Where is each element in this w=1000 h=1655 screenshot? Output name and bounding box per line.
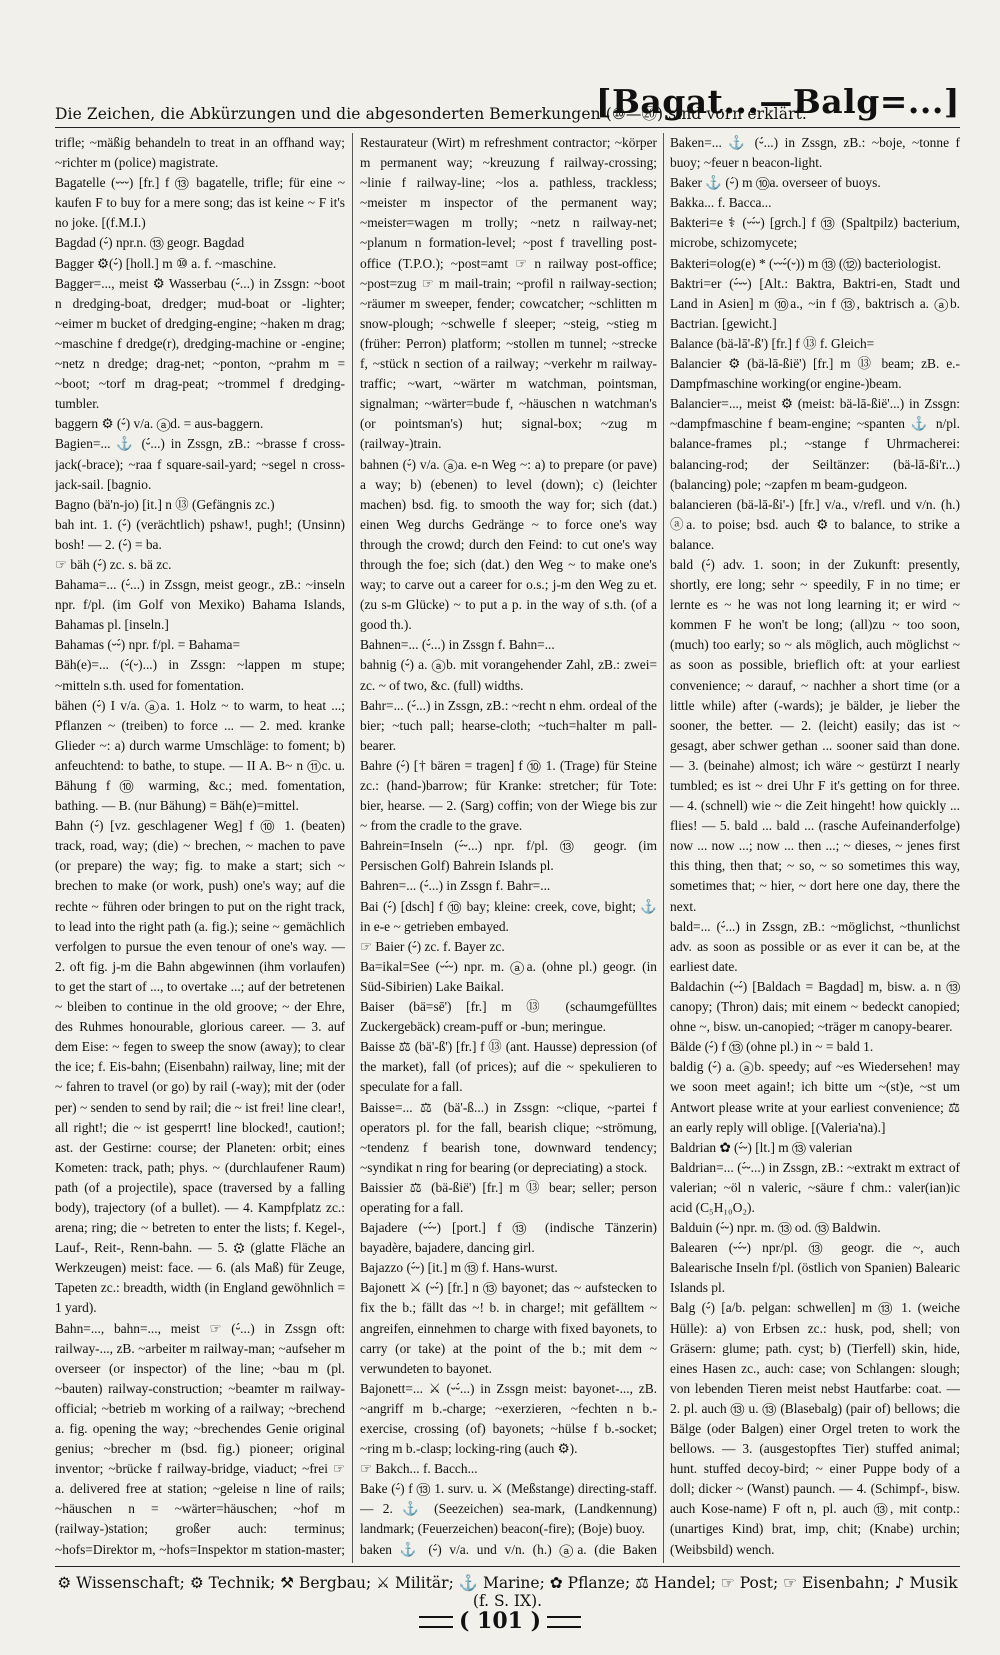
- dictionary-entry: [670, 1560, 960, 1563]
- dictionary-entry: Bai (⏑́) [dsch] f ⑩ bay; kleine: creek, cove, bight; ⚓ in e-e ~ getrieben embayed.: [360, 898, 657, 934]
- dictionary-entry: ☞ Baier (⏑́) zc. f. Bayer zc.: [360, 938, 505, 954]
- column-divider: [663, 133, 664, 1563]
- dictionary-entry: Baissier ⚖ (bä-ßië') [fr.] m ⑬ bear; seller; person operating for a fall.: [360, 1179, 657, 1215]
- dictionary-entry: Balearen (⏑⏑́⏑) npr/pl. ⑬ geogr. die ~, auch Balearische Inseln f/pl. (östlich von Spanien) Balearic Islands pl.: [670, 1240, 960, 1296]
- dictionary-entry: Bahren=... (⏑́...) in Zssgn f. Bahr=...: [360, 878, 551, 894]
- dictionary-entry: Bakteri=olog(e) * (⏑⏑⏑́(⏑)) m ⑬ (⑫) bacteriologist.: [670, 255, 941, 271]
- dictionary-entry: Bagger=..., meist ⚙ Wasserbau (⏑́...) in Zssgn: ~boot n dredging-boat, dredger; mud-boat or -lighter; ~eimer m bucket of dredging-engine; ~haken m drag; ~maschine f dredge(r), dredging-machine or -engine; ~netz n dredge; drag-net; ~ponton, ~prahm m = ~boot; ~torf m drag-peat; ~trommel f dredging-tumbler.: [55, 275, 345, 412]
- dictionary-entry: Bagno (bä'n-jo) [it.] n ⑬ (Gefängnis zc.): [55, 496, 275, 512]
- dictionary-entry: baken ⚓ (⏑́) v/a. und v/n. (h.) ⓐa. (die Baken: [360, 1541, 657, 1557]
- dictionary-entry: Bakteri=e ⚕ (⏑⏑́⏑) [grch.] f ⑬ (Spaltpilz) bacterium, microbe, schizomycete;: [670, 215, 960, 251]
- dictionary-entry: Balancier=..., meist ⚙ (meist: bä-lā-ßië'...) in Zssgn: ~dampfmaschine f beam-engine; ~spanten ⚓ n/pl. balance-frames pl.; ~stange f Uhrmacherei: balancing-rod; der Seiltänzer: (bä-lā-ßi'r...) (balancing) pole; ~zapfen m beam-gudgeon.: [670, 396, 960, 492]
- page-number-block: [0, 1608, 1000, 1634]
- dictionary-entry: Bahnen=... (⏑́...) in Zssgn f. Bahn=...: [360, 637, 555, 653]
- dictionary-entry: Balg (⏑́) [a/b. pelgan: schwellen] m ⑬ 1. (weiche Hülle): a) von Erbsen zc.: husk, pod, shell; von Gräsern: glume; path. cyst; b) (Tierfell) skin, hide, eines Hasen zc., auch: case; von Schlangen: slough; von lebenden Tieren meist nebst Hautfarbe: coat. — 2. pl. auch ⑬ u. ⑬ (Blasebalg) (pair of) bellows; die Bälge (oder Balgen) einer Orgel treten to work the bellows. — 3. (ausgestopftes Tier) stuffed animal; hunt. stuffed decoy-bird; ~ einer Puppe body of a doll; dicker ~ (Wanst) paunch. — 4. (Schimpf-, bisw. auch Kose-name) F oft n, pl. auch ⑬, mit contp.: (unartiges Kind) brat, imp, chit; (Knabe) urchin; (Weibsbild) wench.: [670, 1300, 960, 1557]
- dictionary-entry: Baldrian ✿ (⏑́⏑) [lt.] m ⑬ valerian: [670, 1139, 853, 1155]
- dictionary-entry: bahnen (⏑́) v/a. ⓐa. e-n Weg ~: a) to prepare (or pave) a way; b) (ebenen) to level (down); c) (leichter machen) bsd. fig. to smooth the way for; sich (dat.) einen Weg durchs Gedränge ~ to force one's way through the crowd; durch den Feind: to cut one's way through the foe; sich (dat.) den Weg ~ to make one's way; to carve out a career for o.s.; j-m den Weg zu et. (zu s-m Glücke) ~ to put a p. in the way of s.th. (of a good th.).: [360, 456, 657, 633]
- dictionary-entry: Bajonett ⚔ (⏑⏑́) [fr.] n ⑬ bayonet; das ~ aufstecken to fix the b.; fällt das ~! b. in charge!; mit gefälltem ~ angreifen, einnehmen to charge with fixed bayonets, to carry (or take) at the point of the b.; mit dem ~ verwundeten to bayonet.: [360, 1280, 657, 1376]
- dictionary-entry: Restaurateur (Wirt) m refreshment contractor; ~körper m permanent way; ~kreuzung f railway-crossing; ~linie f railway-line; ~los a. pathless, trackless; ~meister m inspector of the permanent way; ~meister=wagen m trolly; ~netz n railway-net; ~planum n formation-level; ~post f travelling post-office (T.P.O.); ~post=amt ☞ n railway post-office; ~post=zug ☞ m mail-train; ~profil n railway-section; ~räumer m sweeper, fender; cowcatcher; ~schlitten m snow-plough; ~schwelle f sleeper; ~steig, ~stieg m (früher: Perron) platform; ~stollen m tunnel; ~strecke f, ~stück n section of a railway; ~verkehr m railway-traffic; ~wart, ~wärter m watchman, pointsman, signalman; ~wärter=bude f, ~häuschen n watchman's (or pointsman's) hut; signal-box; ~zug m (railway-)train.: [360, 135, 657, 452]
- dictionary-entry: Bagdad (⏑́) npr.n. ⑬ geogr. Bagdad: [55, 235, 245, 251]
- column-divider: [352, 133, 353, 1563]
- dictionary-entry: Bake (⏑́) f ⑬ 1. surv. u. ⚔ (Meßstange) directing-staff. — 2. ⚓ (Seezeichen) sea-mark, (Landkennung) landmark; (Feuerzeichen) beacon(-fire); (Boje) buoy.: [360, 1481, 657, 1537]
- dictionary-entry: Baldrian=... (⏑́⏑...) in Zssgn, zB.: ~extrakt m extract of valerian; ~öl n valeric, ~säure f chm.: valer(ian)ic acid (C₅H₁₀O₂).: [670, 1159, 960, 1215]
- dictionary-entry: Bäh(e)=... (⏑́(⏑)...) in Zssgn: ~lappen m stupe; ~mitteln s.th. used for fomentation.: [55, 657, 345, 693]
- dictionary-entry: Baiser (bä=sē') [fr.] m ⑬ (schaumgefülltes Zuckergebäck) cream-puff or -bun; meringue.: [360, 999, 657, 1035]
- ornament-left: [419, 1616, 453, 1628]
- guide-words: [Bagat...—Balg=...]: [595, 82, 960, 121]
- page-number: ( 101 ): [458, 1608, 542, 1634]
- dictionary-entry: trifle; ~mäßig behandeln to treat in an offhand way; ~richter m (police) magistrate.: [55, 135, 345, 171]
- dictionary-entry: bald=... (⏑́...) in Zssgn, zB.: ~möglichst, ~thunlichst adv. as soon as possible or as ever it can be, at the earliest date.: [670, 918, 960, 974]
- dictionary-entry: Baken=... ⚓ (⏑́...) in Zssgn, zB.: ~boje, ~tonne f buoy; ~feuer n beacon-light.: [670, 135, 960, 171]
- dictionary-entry: Bagatelle (⏑⏑⏑) [fr.] f ⑬ bagatelle, trifle; für eine ~ kaufen F to buy for a mere song; das ist keine ~ F it's no joke. [(f.M.I.): [55, 175, 345, 231]
- dictionary-entry: Bahn=..., bahn=..., meist ☞ (⏑́...) in Zssgn oft: railway-..., zB. ~arbeiter m railway-man; ~aufseher m overseer (or inspector) of the line; ~bau m (pl. ~bauten) railway-construction; ~beamter m railway-official; ~betrieb m working of a railway; ~brechend a. fig. opening the way; ~brechendes Genie original genius; ~brecher m (bsd. fig.) pioneer; original inventor; ~brücke f railway-bridge, viaduct; ~frei ☞ a. delivered free at station; ~geleise n line of rails; ~häuschen n = ~wärter=häuschen; ~hof m (railway-)station; großer auch: terminus; ~hofs=Direktor m, ~hofs=Inspektor m station-master;: [55, 1320, 345, 1557]
- dictionary-entry: Baker ⚓ (⏑́) m ⑩a. overseer of buoys.: [670, 175, 881, 191]
- dictionary-entry: Baldachin (⏑⏑́) [Baldach = Bagdad] m, bisw. a. n ⑬ canopy; (Thron) dais; mit einem ~ bedeckt canopied; ohne ~, bisw. un-canopied; ~träger m canopy-bearer.: [670, 978, 960, 1035]
- dictionary-entry: Baisse=... ⚖ (bä'-ß...) in Zssgn: ~clique, ~partei f operators pl. for the fall, bearish clique; ~strömung, ~tendenz f bearish tone, downward tendency; ~syndikat n ring for bearing (or depreciating) a stock.: [360, 1099, 657, 1175]
- dictionary-entry: bahnig (⏑́) a. ⓐb. mit vorangehender Zahl, zB.: zwei= zc. ~ of two, &c. (full) widths.: [360, 657, 657, 693]
- dictionary-entry: ☞ bäh (⏑́) zc. s. bä zc.: [55, 556, 172, 572]
- dictionary-entry: Bahrein=Inseln (⏑́⏑...) npr. f/pl. ⑬ geogr. (im Persischen Golf) Bahrein Islands pl.: [360, 838, 657, 874]
- dictionary-entry: Bajazzo (⏑́⏑) [it.] m ⑬ f. Hans-wurst.: [360, 1260, 558, 1276]
- dictionary-entry: Bahn (⏑́) [vz. geschlagener Weg] f ⑩ 1. (beaten) track, road, way; (die) ~ brechen, ~ machen to pave (or prepare) the way; fig. to make a start; sich ~ brechen to make (or work, push) one's way; auf die rechte ~ führen oder bringen to put on the right track, to lead into the right path (a. fig.); seine ~ gemächlich verfolgen to pursue the even tenour of one's way. — 2. oft fig. j-m die Bahn abgewinnen (ihm vorlaufen) to get the start of ..., to overtake ...; auf der betretenen ~ bleiben to continue in the old groove; ~ der Ehre, des Ruhmes honourable, glorious career. — 3. auf dem Eise: ~ fegen to sweep the snow (away); to clear the ice; f. Eis-bahn; (Eisenbahn) railway, line; mit der ~ fahren to travel (or go) by rail (-way); mit der (oder per) ~ senden to send by rail; die ~ ist frei! line clear!, all right!; die ~ ist gesperrt! line blocked!, caution!; ast. der Gestirne: course; der Planeten: orbit; eines Kometen: track, path; phys. ~ (durchlaufener Raum) path (of a projectile), space (traversed by a falling body), trajectory (of a bullet). — 4. Kampfplatz zc.: arena; ring; die ~ betreten to enter the lists; f. Kegel-, Lauf-, Reit-, Renn-bahn. — 5. ⚙ (glatte Fläche an Werkzeugen) meist: face. — 6. (als Maß) für Zeuge, Tapeten zc.: breadth, width (in England gewöhnlich = 1 yard).: [55, 818, 345, 1316]
- dictionary-entry: Balancier ⚙ (bä-lā-ßië') [fr.] m ⑬ beam; zB. e.-Dampfmaschine working(or engine-)beam.: [670, 356, 960, 392]
- dictionary-entry: Bajonett=... ⚔ (⏑⏑́...) in Zssgn meist: bayonet-..., zB. ~angriff m b.-charge; ~exerzieren, ~fechten n b.-exercise, crossing (of) bayonets; ~hülse f b.-socket; ~ring m b.-clasp; locking-ring (auch ⚙).: [360, 1380, 657, 1457]
- dictionary-entry: Balduin (⏑́⏑) npr. m. ⑬ od. ⑬ Baldwin.: [670, 1220, 881, 1236]
- dictionary-entry: Ba=ikal=See (⏑⏑́⏑) npr. m. ⓐa. (ohne pl.) geogr. (in Süd-Sibirien) Lake Baikal.: [360, 958, 657, 994]
- dictionary-entry: balancieren (bä-lā-ßi'-) [fr.] v/a., v/refl. und v/n. (h.) ⓐa. to poise; bsd. auch ⚙ to balance, to strike a balance.: [670, 496, 960, 552]
- page-header: [55, 82, 960, 128]
- dictionary-entry: Bagien=... ⚓ (⏑́...) in Zssgn, zB.: ~brasse f cross-jack(-brace); ~raa f square-sail-yard; ~segel n cross-jack-sail. [bagnio.: [55, 436, 345, 492]
- dictionary-entry: Bajadere (⏑⏑́⏑) [port.] f ⑬ (indische Tänzerin) bayadère, bajadere, dancing girl.: [360, 1220, 657, 1256]
- dictionary-entry: baggern ⚙ (⏑́) v/a. ⓐd. = aus-baggern.: [55, 416, 264, 432]
- dictionary-entry: Baktri=er (⏑́⏑⏑) [Alt.: Baktra, Baktri-en, Stadt und Land in Asien] m ⑩a., ~in f ⑬, baktrisch a. ⓐb. Bactrian. [gewicht.]: [670, 275, 960, 331]
- dictionary-entry: Balance (bä-lā'-ß') [fr.] f ⑬ f. Gleich=: [670, 335, 875, 351]
- symbol-legend: ⚙ Wissenschaft; ⚙ Technik; ⚒ Bergbau; ⚔ Militär; ⚓ Marine; ✿ Pflanze; ⚖ Handel; ☞ Post; ☞ Eisenbahn; ♪ Musik (f. S. IX).: [57, 1574, 958, 1610]
- dictionary-entry: baldig (⏑́) a. ⓐb. speedy; auf ~es Wiedersehen! may we soon meet again!; ich bitte um ~(st)e, ~st um Antwort please write at your earliest convenience; ⚖ an early reply will oblige. [(Valeria'na).]: [670, 1059, 960, 1135]
- dictionary-entry: Bälde (⏑́) f ⑬ (ohne pl.) in ~ = bald 1.: [670, 1039, 874, 1055]
- column-right: [670, 133, 960, 1563]
- dictionary-entry: Bahre (⏑́) [† bären = tragen] f ⑩ 1. (Trage) für Steine zc.: (hand-)barrow; für Kranke: stretcher; für Tote: bier, hearse. — 2. (Sarg) coffin; von der Wiege bis zur ~ from the cradle to the grave.: [360, 757, 657, 834]
- dictionary-entry: Baisse ⚖ (bä'-ß') [fr.] f ⑬ (ant. Hausse) depression (of the market), fall (of prices); auf die ~ spekulieren to speculate for a fall.: [360, 1039, 657, 1095]
- dictionary-entry: Bagger ⚙(⏑́) [holl.] m ⑩ a. f. ~maschine.: [55, 255, 277, 271]
- dictionary-entry: ☞ Bakch... f. Bacch...: [360, 1461, 478, 1477]
- dictionary-entry: bähen (⏑́) I v/a. ⓐa. 1. Holz ~ to warm, to heat ...; Pflanzen ~ (treiben) to force ... — 2. med. kranke Glieder ~: a) durch warme Umschläge: to foment; b) anfeuchtend: to bathe, to stupe. — II A. B~ n ⑪c. u. Bähung f ⑩ warming, &c.; med. fomentation, bathing. — B. (nur Bähung) = Bäh(e)=mittel.: [55, 697, 345, 814]
- header-rule: [55, 127, 960, 128]
- column-left: [55, 133, 345, 1563]
- ornament-right: [547, 1616, 581, 1628]
- header-note: Die Zeichen, die Abkürzungen und die abgesonderten Bemerkungen (⑩—⑳) sind vorn erklärt.: [55, 105, 807, 123]
- dictionary-entry: Bahama=... (⏑́...) in Zssgn, meist geogr., zB.: ~inseln npr. f/pl. (im Golf von Mexiko) Bahama Islands, Bahamas pl. [inseln.]: [55, 577, 345, 633]
- dictionary-entry: Bahamas (⏑⏑́) npr. f/pl. = Bahama=: [55, 637, 241, 653]
- dictionary-entry: bah int. 1. (⏑́) (verächtlich) pshaw!, pugh!; (Unsinn) bosh! — 2. (⏑́) = ba.: [55, 516, 345, 552]
- dictionary-entry: Bahr=... (⏑́...) in Zssgn, zB.: ~recht n ehm. ordeal of the bier; ~tuch pall; hearse-cloth; ~tuch=halter m pall-bearer.: [360, 697, 657, 753]
- dictionary-entry: bald (⏑́) adv. 1. soon; in der Zukunft: presently, shortly, ere long; sehr ~ speedily, F in no time; er lernte es ~ he was not long learning it; er wird ~ kommen F he won't be long; (all)zu ~ too soon, (much) too early; so ~ als möglich, auch möglichst ~ as soon as possible, brieflich oft: at your earliest convenience; ~ darauf, ~ nachher a short time (or a little while) after (-wards); je bälder, je lieber the sooner, the better. — 2. (leicht) easily; das ist ~ gesagt, aber schwer gethan ... sooner said than done. — 3. (beinahe) almost; ich wäre ~ gestürzt I nearly tumbled; es ist ~ drei Uhr F it's getting on for three. — 4. (schnell) wie ~ die Zeit hingeht! how quickly ... flies! — 5. bald ... bald ... (rasche Aufeinanderfolge) now ... now ...; now ... then ...; ~ dieses, ~ jenes first this thing, then that; ~ so, ~ so sometimes this way, sometimes that; ~ hier, ~ dort here one day, there the next.: [670, 556, 960, 914]
- footer-rule: [55, 1566, 960, 1567]
- dictionary-entry: Bakka... f. Bacca...: [670, 195, 772, 211]
- column-middle: [360, 133, 657, 1563]
